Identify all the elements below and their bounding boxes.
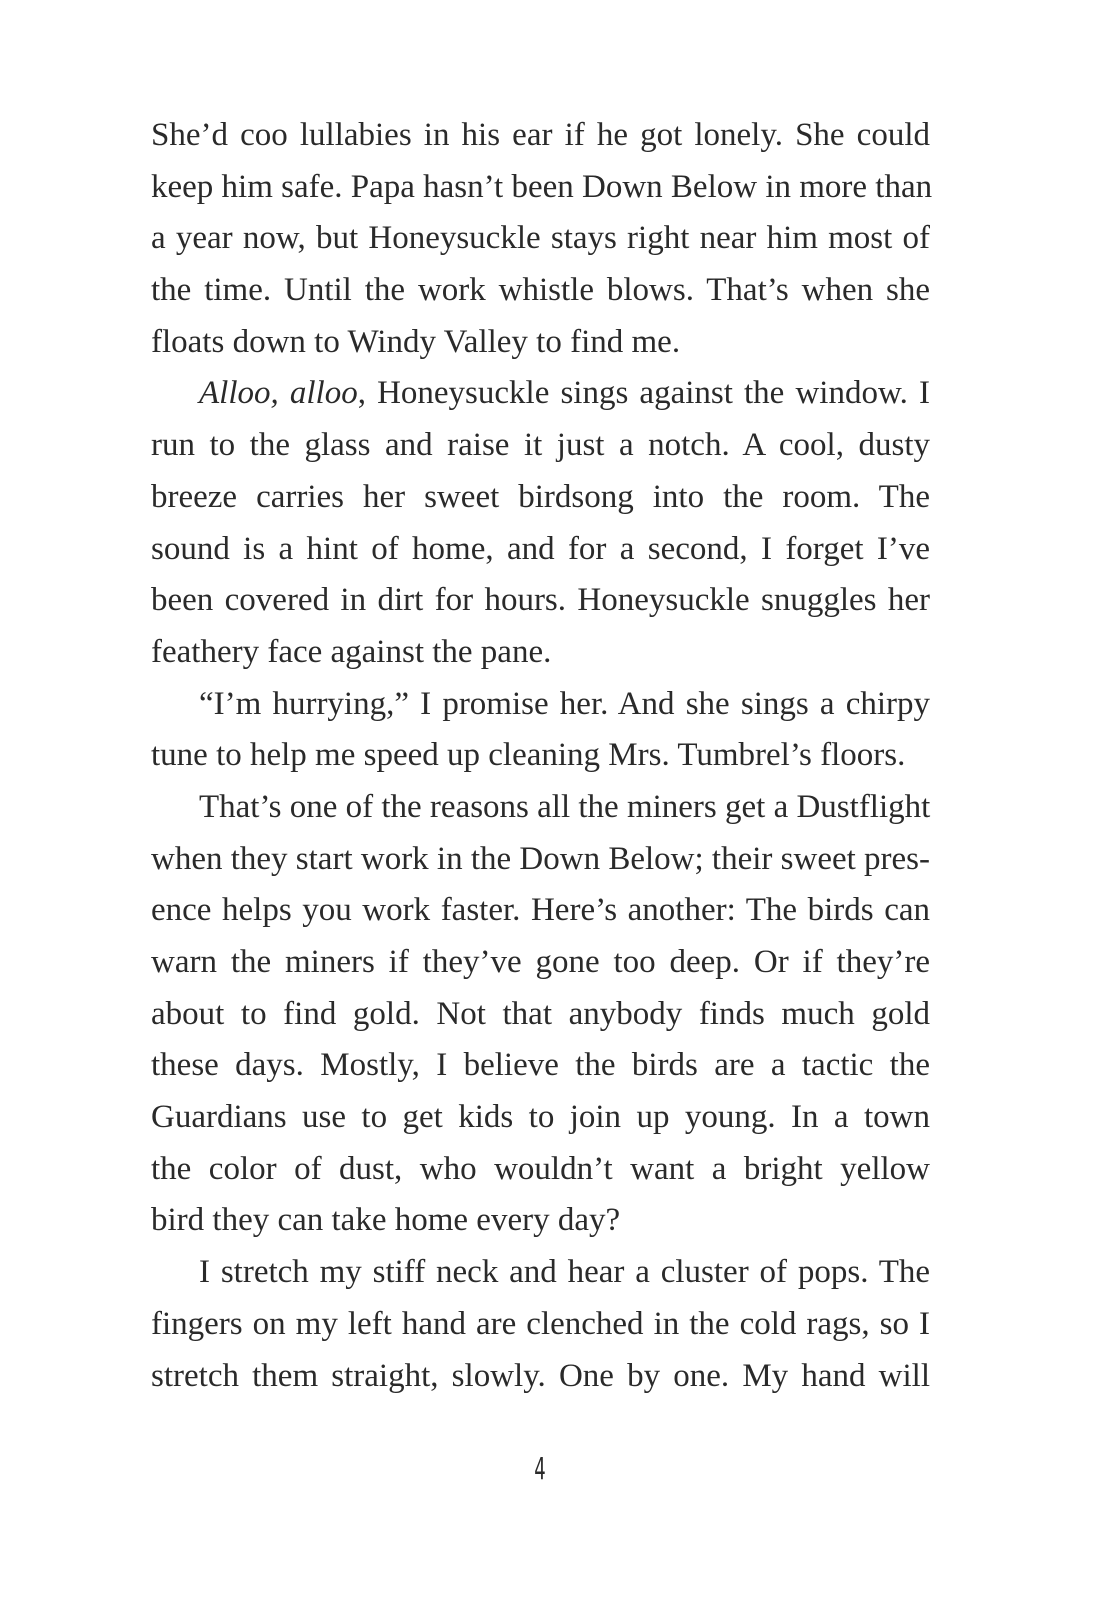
text-line: been covered in dirt for hours. Honeysuckle snuggles her (151, 582, 930, 619)
text-line: a year now, but Honeysuckle stays right near him most of (151, 220, 930, 257)
text-line: breeze carries her sweet birdsong into the room. The (151, 478, 930, 515)
italic-phrase: Alloo, alloo (199, 375, 358, 412)
text-line: the time. Until the work whistle blows. That’s when she (151, 272, 930, 309)
text-line: tune to help me speed up cleaning Mrs. Tumbrel’s floors. (151, 737, 906, 774)
text-line: She’d coo lullabies in his ear if he got lonely. She could (151, 117, 930, 153)
text-line: the color of dust, who wouldn’t want a bright yellow (151, 1150, 930, 1187)
text-line: I stretch my stiff neck and hear a cluster of pops. The (199, 1254, 930, 1291)
text-line: keep him safe. Papa hasn’t been Down Below in more than (151, 168, 933, 205)
text-line: “I’m hurrying,” I promise her. And she sings a chirpy (199, 685, 930, 722)
text-fragment: , Honeysuckle sings against the window. I (357, 375, 930, 412)
body-text (151, 110, 933, 1402)
text-line: sound is a hint of home, and for a second, I forget I’ve (151, 530, 930, 567)
text-line: feathery face against the pane. (151, 633, 552, 670)
text-line: warn the miners if they’ve gone too deep. Or if they’re (151, 944, 930, 980)
text-line: bird they can take home every day? (151, 1202, 621, 1239)
text-line: floats down to Windy Valley to find me. (151, 323, 681, 360)
text-line: stretch them straight, slowly. One by one. My hand will (151, 1357, 930, 1394)
text-line: when they start work in the Down Below; their sweet pres- (151, 840, 930, 877)
text-line: fingers on my left hand are clenched in the cold rags, so I (151, 1305, 930, 1342)
text-line (151, 368, 930, 420)
text-line: these days. Mostly, I believe the birds are a tactic the (151, 1047, 930, 1084)
text-line: about to find gold. Not that anybody finds much gold (151, 995, 930, 1032)
text-line: ence helps you work faster. Here’s another: The birds can (151, 892, 930, 929)
text-line: Guardians use to get kids to join up young. In a town (151, 1099, 930, 1136)
page-number: 4 (534, 1452, 546, 1487)
text-line: run to the glass and raise it just a notch. A cool, dusty (151, 427, 930, 464)
text-line: That’s one of the reasons all the miners get a Dustflight (199, 788, 931, 825)
